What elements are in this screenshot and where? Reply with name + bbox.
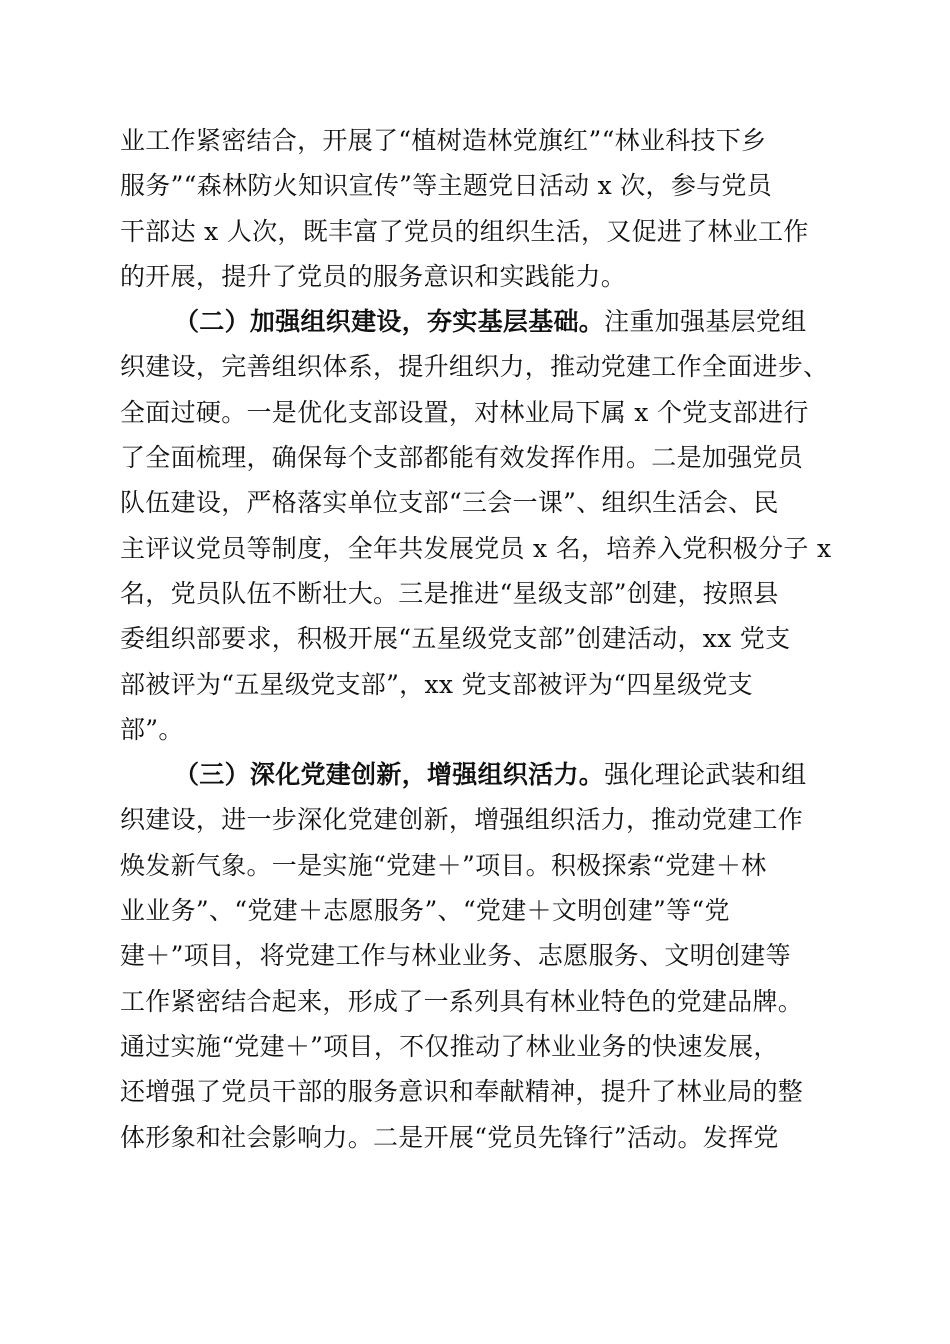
paragraph-line: 主评议党员等制度，全年共发展党员 x 名，培养入党积极分子 x [120,533,832,563]
paragraph-line: 了全面梳理，确保每个支部都能有效发挥作用。二是加强党员 [120,443,804,473]
section-heading: （二）加强组织建设，夯实基层基础。 [174,307,605,337]
paragraph-line: 织建设，进一步深化党建创新，增强组织活力，推动党建工作 [120,805,804,835]
paragraph-line: 部”。 [120,714,184,744]
paragraph-line: 建＋”项目，将党建工作与林业业务、志愿服务、文明创建等 [120,941,791,971]
paragraph-line: 委组织部要求，积极开展“五星级党支部”创建活动，xx 党支 [120,624,791,654]
section-intro-text: 注重加强基层党组 [604,307,807,337]
paragraph-line: 服务”“森林防火知识宣传”等主题党日活动 x 次，参与党员 [120,171,773,201]
paragraph-line: 通过实施“党建＋”项目，不仅推动了林业业务的快速发展， [120,1031,779,1061]
paragraph-line: 织建设，完善组织体系，提升组织力，推动党建工作全面进步、 [120,352,829,382]
paragraph-line: 名，党员队伍不断壮大。三是推进“星级支部”创建，按照县 [120,578,779,608]
paragraph-line: 业工作紧密结合，开展了“植树造林党旗红”“林业科技下乡 [120,126,767,155]
paragraph-line: 全面过硬。一是优化支部设置，对林业局下属 x 个党支部进行 [120,397,809,427]
section-intro-text: 强化理论武装和组 [604,760,807,790]
section-first-line [120,299,836,344]
paragraph-line: 工作紧密结合起来，形成了一系列具有林业特色的党建品牌。 [120,986,804,1016]
document-body [120,118,836,1160]
section-heading: （三）深化党建创新，增强组织活力。 [174,760,605,790]
paragraph-line: 还增强了党员干部的服务意识和奉献精神，提升了林业局的整 [120,1077,804,1107]
paragraph-line: 焕发新气象。一是实施“党建＋”项目。积极探索“党建＋林 [120,850,767,880]
paragraph-line: 的开展，提升了党员的服务意识和实践能力。 [120,261,627,291]
paragraph-line: 部被评为“五星级党支部”，xx 党支部被评为“四星级党支 [120,669,753,699]
paragraph-line: 体形象和社会影响力。二是开展“党员先锋行”活动。发挥党 [120,1122,779,1152]
section-first-line [120,752,836,797]
paragraph-line: 干部达 x 人次，既丰富了党员的组织生活，又促进了林业工作 [120,216,809,246]
paragraph-line: 业业务”、“党建＋志愿服务”、“党建＋文明创建”等“党 [120,896,730,926]
paragraph-line: 队伍建设，严格落实单位支部“三会一课”、组织生活会、民 [120,488,779,518]
